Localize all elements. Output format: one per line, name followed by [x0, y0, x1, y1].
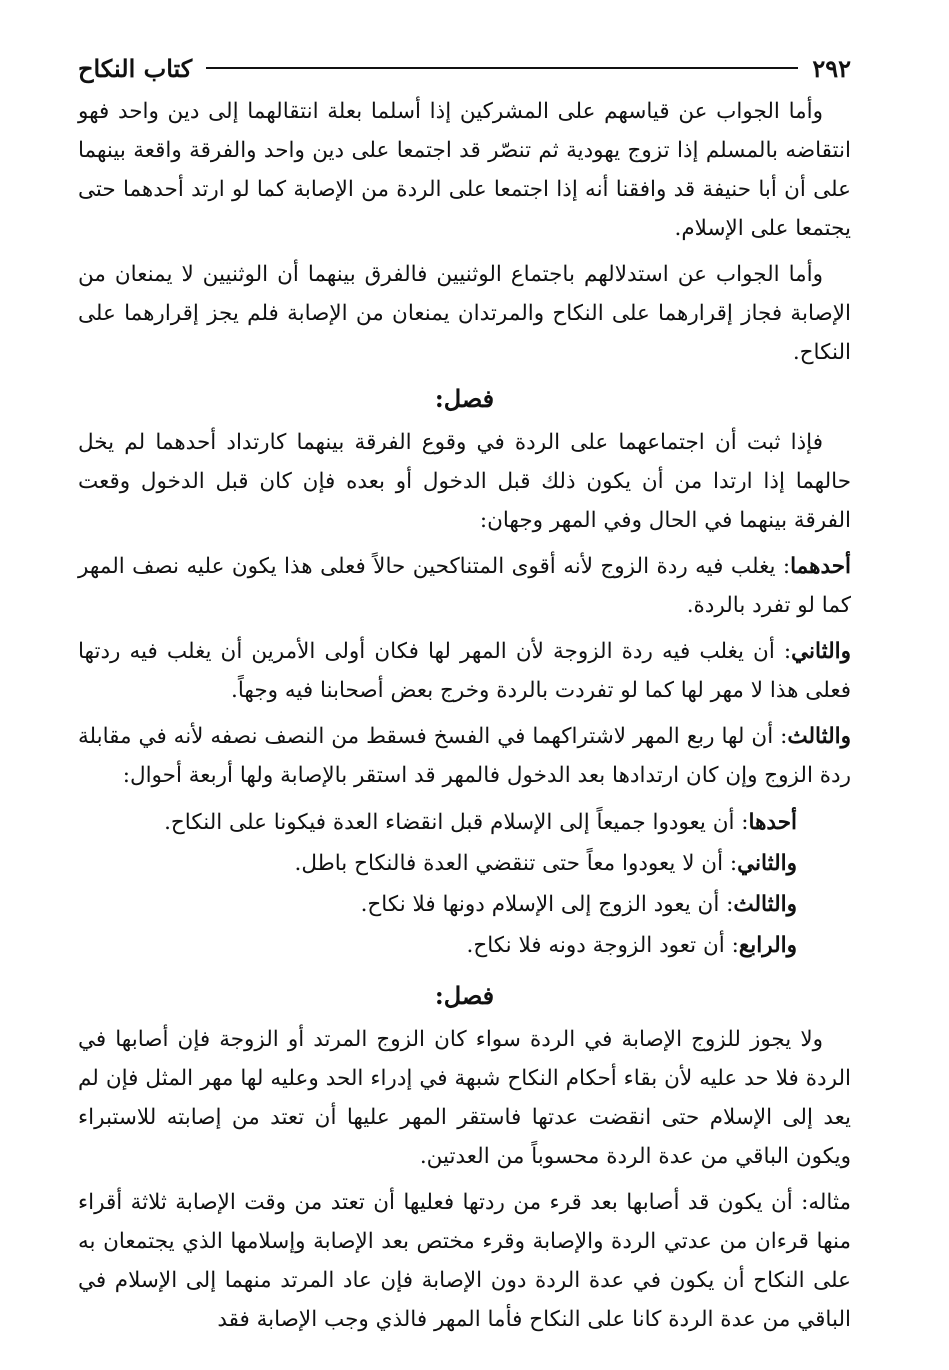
state-term: والثاني	[737, 851, 797, 876]
paragraph-intercourse-ruling: ولا يجوز للزوج الإصابة في الردة سواء كان الزوج المرتد أو الزوجة فإن أصابها في الردة فلا حد عليه لأن بقاء أحكام النكاح شبهة في إدراء الحد وعليه لها مهر المثل فإن لم يعد إلى الإسلام حتى انقضت عدتها فاستقر المهر عليها أن تعتد من إصابته للاستبراء ويكون الباقي من عدة الردة محسوباً من العدتين.	[78, 1027, 851, 1169]
states-list	[78, 802, 851, 966]
paragraph-example: مثاله: أن يكون قد أصابها بعد قرء من ردتها فعليها أن تعتد من وقت الإصابة ثلاثة أقراء منها قرءان من عدتي الردة والإصابة وقرء مختص بعد الإصابة وإسلامها الذي يجتمعان به على النكاح أن يكون في عدة الردة دون الإصابة فإن عاد المرتد منهما إلى الإسلام في الباقي من عدة الردة كانا على النكاح فأما المهر فالذي وجب الإصابة فقد	[78, 1190, 851, 1332]
view-second-text: : أن يغلب فيه ردة الزوجة لأن المهر لها فكان أولى الأمرين أن يغلب فيه ردتها فعلى هذا لا مهر لها كما لو تفردت بالردة وخرج بعض أصحابنا فيه وجهاً.	[78, 639, 851, 703]
state-text: : أن لا يعودوا معاً حتى تنقضي العدة فالنكاح باطل.	[294, 851, 738, 876]
state-text: : أن تعود الزوجة دونه فلا نكاح.	[466, 933, 739, 958]
paragraph-answer-idolaters: وأما الجواب عن استدلالهم باجتماع الوثنيين فالفرق بينهما أن الوثنيين لا يمنعان من الإصابة فجاز إقرارهما على النكاح والمرتدان يمنعان من الإصابة فلم يجز إقرارهما على النكاح.	[78, 262, 851, 365]
view-second-term: والثاني	[791, 639, 851, 664]
view-first-term: أحدهما	[790, 554, 851, 579]
list-item	[78, 843, 797, 884]
paragraph-view-second	[78, 632, 851, 710]
book-title: كتاب النكاح	[78, 53, 193, 83]
header-rule	[206, 67, 798, 69]
state-term: والرابع	[738, 933, 797, 958]
page-body	[78, 92, 851, 1346]
state-text: : أن يعودوا جميعاً إلى الإسلام قبل انقضاء العدة فيكونا على النكاح.	[164, 810, 749, 835]
view-third-term: والثالث	[787, 724, 851, 749]
view-first-text: : يغلب فيه ردة الزوج لأنه أقوى المتناكحين حالاً فعلى هذا يكون عليه نصف المهر كما لو تفرد بالردة.	[78, 554, 851, 618]
list-item	[78, 884, 797, 925]
paragraph-answer-polytheists: وأما الجواب عن قياسهم على المشركين إذا أسلما بعلة انتقالهما إلى دين واحد فهو انتقاضه بالمسلم إذا تزوج يهودية ثم تنصّر قد اجتمعا على دين واحد والفرقة واقعة بينهما على أن أبا حنيفة قد وافقنا أنه إذا اجتمعا على الردة من الإصابة كما لو ارتد أحدهما حتى يجتمعا على الإسلام.	[78, 99, 851, 241]
state-term: والثالث	[733, 892, 797, 917]
list-item	[78, 802, 797, 843]
state-text: : أن يعود الزوج إلى الإسلام دونها فلا نكاح.	[360, 892, 734, 917]
paragraph-view-third	[78, 717, 851, 795]
section-heading: فصل:	[434, 384, 495, 413]
list-item	[78, 925, 797, 966]
page-number: ٢٩٢	[812, 53, 851, 83]
paragraph-apostasy-separation: فإذا ثبت أن اجتماعهما على الردة في وقوع الفرقة بينهما كارتداد أحدهما لم يخل حالهما إذا ارتدا من أن يكون ذلك قبل الدخول أو بعده فإن كان قبل الدخول وقعت الفرقة بينهما في الحال وفي المهر وجهان:	[78, 430, 851, 533]
paragraph-view-first	[78, 547, 851, 625]
state-term: أحدها	[748, 810, 797, 835]
page-header	[78, 50, 851, 86]
section-heading: فصل:	[434, 981, 495, 1010]
view-third-text: : أن لها ربع المهر لاشتراكهما في الفسخ فسقط من النصف نصفه لأنه في مقابلة ردة الزوج وإن كان ارتدادها بعد الدخول فالمهر قد استقر بالإصابة ولها أربعة أحوال:	[78, 724, 851, 788]
